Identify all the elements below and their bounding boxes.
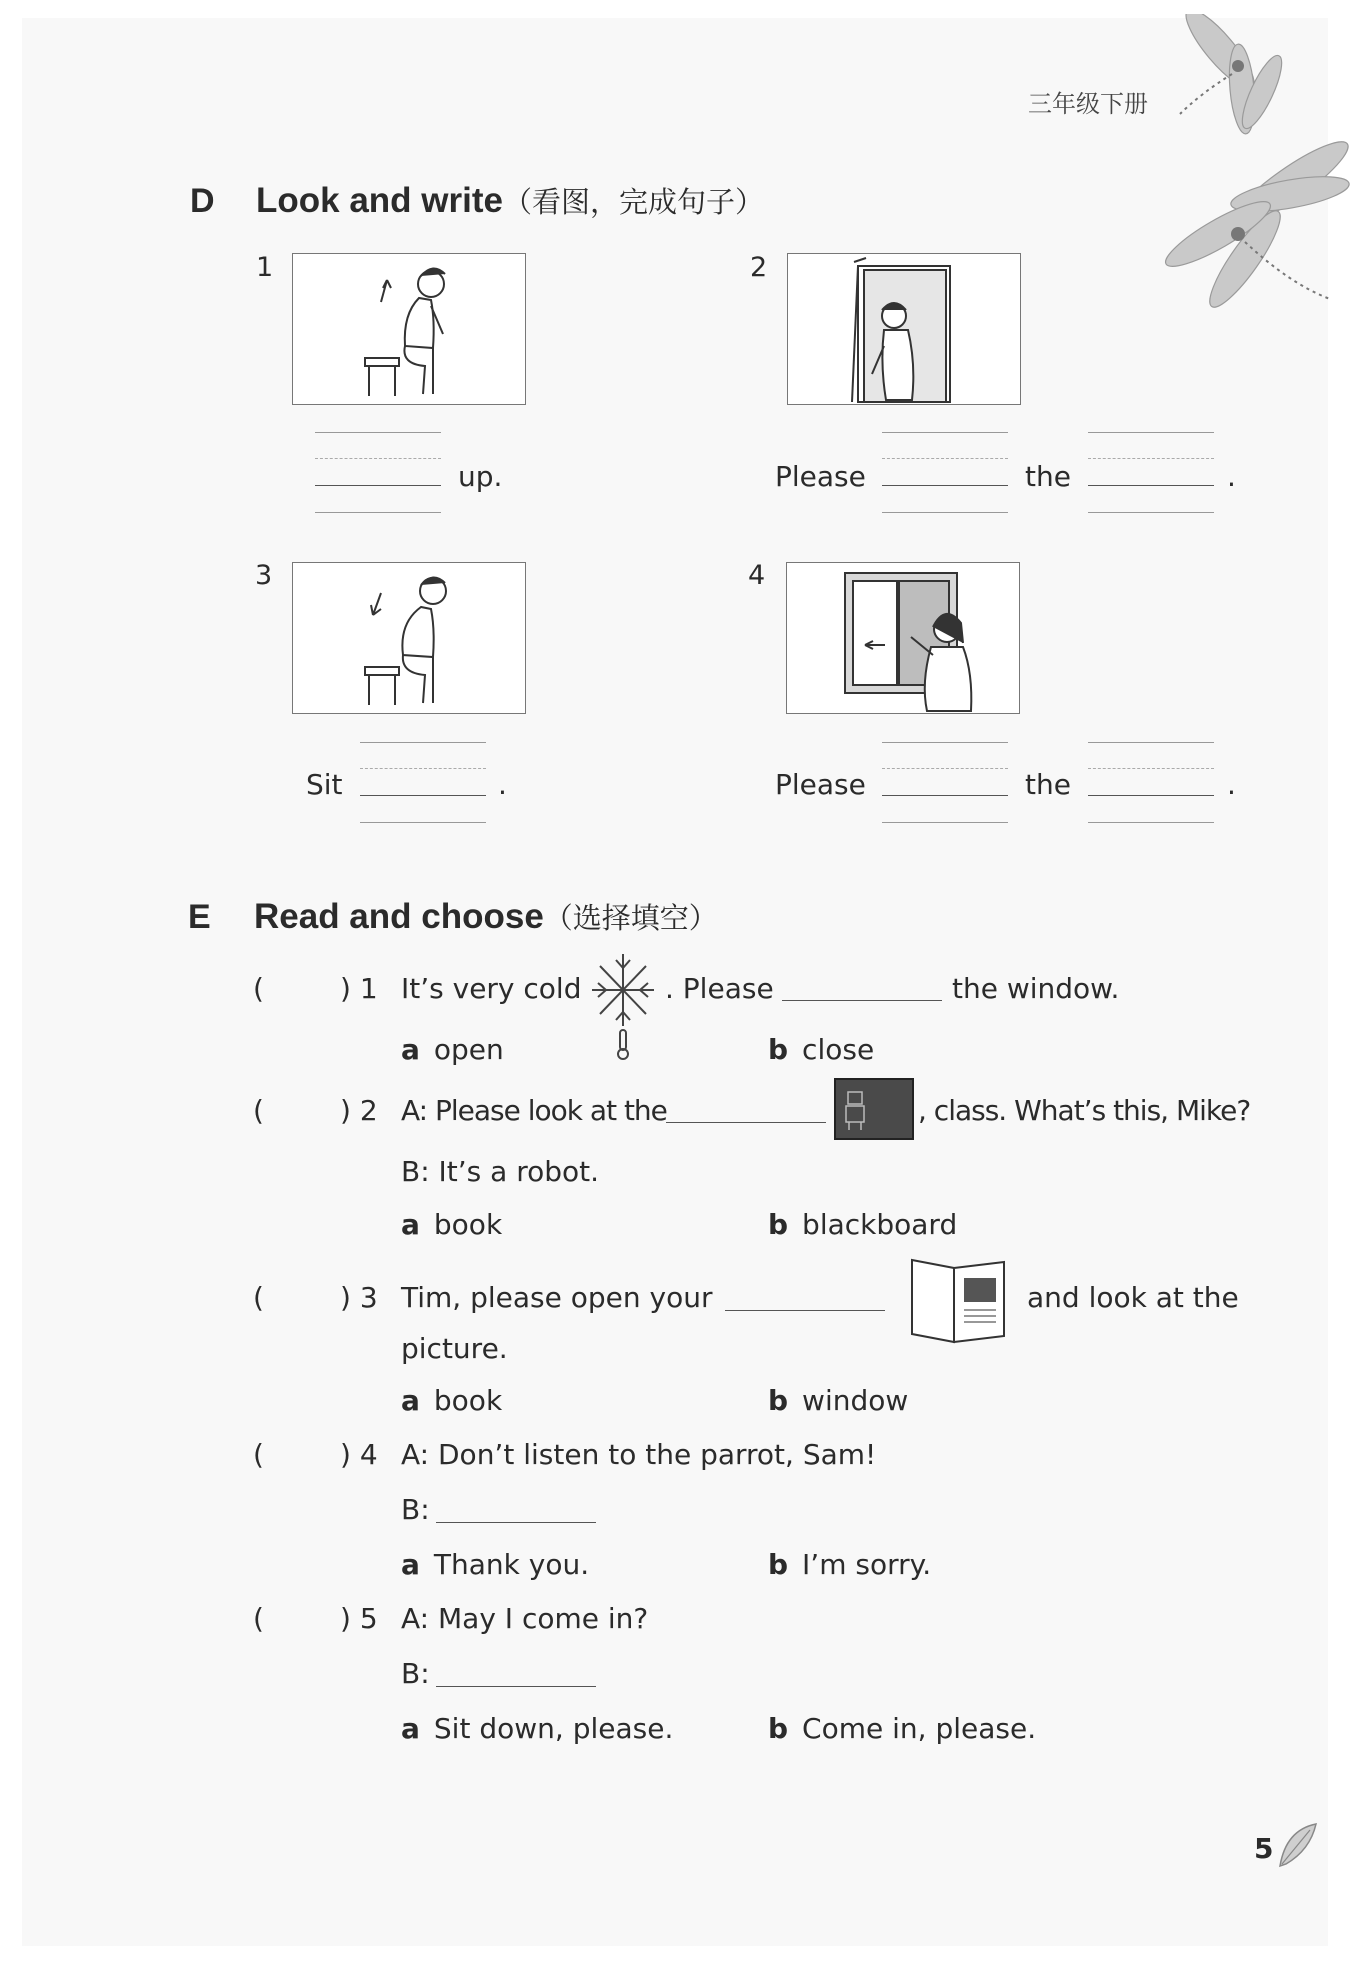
- q1-option-a-text: open: [433, 1033, 504, 1066]
- q1-paren-open: (: [253, 972, 264, 1005]
- q4-option-a-letter: a: [401, 1548, 420, 1581]
- q5-option-b[interactable]: [768, 1712, 1036, 1745]
- q2-option-b-letter: b: [768, 1208, 789, 1241]
- d-item-4-please: Please: [775, 768, 866, 801]
- d-item-2-period: .: [1227, 460, 1236, 493]
- q3-option-a-text: book: [433, 1384, 503, 1417]
- d-item-2-please: Please: [775, 460, 866, 493]
- section-d-title: Look and write: [256, 181, 503, 220]
- q2-number: ) 2: [340, 1094, 378, 1127]
- blackboard-icon: [834, 1078, 914, 1140]
- q3-option-b-text: window: [802, 1384, 909, 1417]
- grade-label: 三年级下册: [1028, 90, 1148, 118]
- section-e-heading: [254, 896, 718, 937]
- page-number: 5: [1254, 1832, 1274, 1865]
- q1-number: ) 1: [340, 972, 378, 1005]
- q5-option-a[interactable]: [401, 1712, 673, 1745]
- q2-option-a-text: book: [433, 1208, 503, 1241]
- q1-answer-blank[interactable]: [782, 1000, 942, 1001]
- section-e-title-cn: （选择填空）: [543, 901, 718, 935]
- q4-line2: B:: [401, 1493, 430, 1526]
- q1-text-a: It’s very cold: [401, 972, 582, 1005]
- q5-number: ) 5: [340, 1602, 378, 1635]
- open-book-icon: [908, 1254, 1008, 1346]
- d-item-2-writing-line-2[interactable]: [1088, 432, 1214, 512]
- q3-number: ) 3: [340, 1281, 378, 1314]
- d-item-3-number: 3: [255, 560, 273, 591]
- q5-text-a: A: May I come in?: [401, 1602, 649, 1635]
- q5-option-b-letter: b: [768, 1712, 789, 1745]
- q4-option-a-text: Thank you.: [433, 1548, 590, 1581]
- q2-option-a[interactable]: [401, 1208, 502, 1241]
- d-item-1-writing-line[interactable]: [315, 432, 441, 512]
- q1-text-c: the window.: [952, 972, 1120, 1005]
- q3-option-a-letter: a: [401, 1384, 420, 1417]
- d-item-1-text: up.: [458, 460, 503, 493]
- section-e-title: Read and choose: [254, 897, 544, 936]
- section-d-letter: D: [190, 182, 215, 220]
- snowflake-thermometer-icon: [588, 950, 658, 1062]
- q4-option-b-letter: b: [768, 1548, 789, 1581]
- d-item-3-writing-line[interactable]: [360, 742, 486, 822]
- q1-option-a[interactable]: [401, 1033, 504, 1066]
- leaf-icon: [1276, 1820, 1320, 1870]
- q4-option-b[interactable]: [768, 1548, 931, 1581]
- q4-text-a: A: Don’t listen to the parrot, Sam!: [401, 1438, 877, 1471]
- q4-option-a[interactable]: [401, 1548, 589, 1581]
- d-item-4-the: the: [1025, 768, 1071, 801]
- q4-paren-open: (: [253, 1438, 264, 1471]
- d-item-4-period: .: [1227, 768, 1236, 801]
- q2-option-b-text: blackboard: [802, 1208, 958, 1241]
- q1-option-b[interactable]: [768, 1033, 874, 1066]
- q5-option-a-letter: a: [401, 1712, 420, 1745]
- q5-option-a-text: Sit down, please.: [433, 1712, 674, 1745]
- q4-option-b-text: I’m sorry.: [802, 1548, 932, 1581]
- section-d-heading: [256, 180, 764, 221]
- d-item-1-number: 1: [256, 252, 274, 283]
- stand-up-picture: [292, 253, 526, 405]
- q2-line2: B: It’s a robot.: [401, 1155, 600, 1188]
- q5-line2: B:: [401, 1657, 430, 1690]
- q3-line2: picture.: [401, 1332, 508, 1365]
- q2-answer-blank[interactable]: [666, 1122, 826, 1123]
- d-item-3-sit: Sit: [306, 768, 343, 801]
- dragonfly-icon: [1150, 14, 1350, 354]
- q3-option-b-letter: b: [768, 1384, 789, 1417]
- q2-text-a: A: Please look at the: [401, 1094, 667, 1127]
- q4-answer-blank[interactable]: [436, 1522, 596, 1523]
- q5-answer-blank[interactable]: [436, 1686, 596, 1687]
- d-item-3-period: .: [498, 768, 507, 801]
- d-item-2-the: the: [1025, 460, 1071, 493]
- q2-option-a-letter: a: [401, 1208, 420, 1241]
- q2-paren-open: (: [253, 1094, 264, 1127]
- section-d-title-cn: （看图，完成句子）: [502, 185, 764, 219]
- d-item-4-writing-line-2[interactable]: [1088, 742, 1214, 822]
- d-item-4-writing-line-1[interactable]: [882, 742, 1008, 822]
- q3-option-a[interactable]: [401, 1384, 502, 1417]
- q5-option-b-text: Come in, please.: [802, 1712, 1037, 1745]
- q1-option-a-letter: a: [401, 1033, 420, 1066]
- close-door-picture: [787, 253, 1021, 405]
- sit-down-picture: [292, 562, 526, 714]
- d-item-2-writing-line-1[interactable]: [882, 432, 1008, 512]
- q5-paren-open: (: [253, 1602, 264, 1635]
- q3-option-b[interactable]: [768, 1384, 908, 1417]
- d-item-2-number: 2: [750, 252, 768, 283]
- q4-number: ) 4: [340, 1438, 378, 1471]
- q3-text-a: Tim, please open your: [401, 1281, 713, 1314]
- d-item-4-number: 4: [748, 560, 766, 591]
- q1-text-b: . Please: [665, 972, 774, 1005]
- q3-text-b: and look at the: [1027, 1281, 1239, 1314]
- q1-option-b-text: close: [802, 1033, 875, 1066]
- q2-text-b: , class. What’s this, Mike?: [918, 1094, 1251, 1127]
- q2-option-b[interactable]: [768, 1208, 957, 1241]
- q3-paren-open: (: [253, 1281, 264, 1314]
- q3-answer-blank[interactable]: [725, 1310, 885, 1311]
- section-e-letter: E: [188, 898, 211, 936]
- q1-option-b-letter: b: [768, 1033, 789, 1066]
- close-window-picture: [786, 562, 1020, 714]
